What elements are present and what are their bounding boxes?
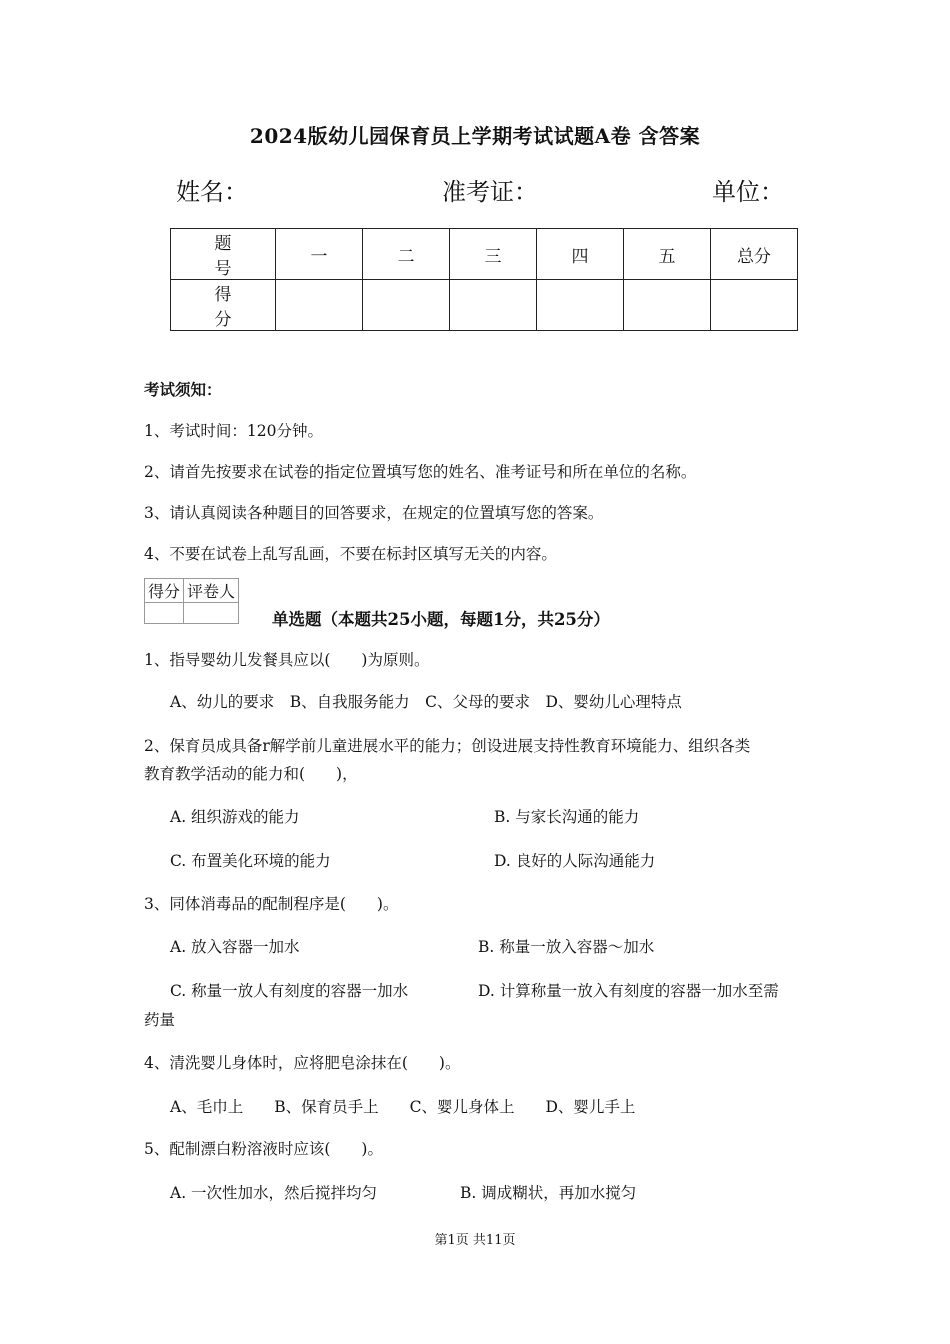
grader-box xyxy=(144,578,239,624)
notice-item: 4、不要在试卷上乱写乱画，不要在标封区填写无关的内容。 xyxy=(144,545,557,563)
question-stem: 5、配制漂白粉溶液时应该( )。 xyxy=(144,1140,383,1158)
score-table xyxy=(170,228,798,331)
score-table-header-cell: 一 xyxy=(276,229,363,280)
option-d: D. 计算称量一放入有刻度的容器一加水至需 xyxy=(478,982,779,1000)
grader-score-cell[interactable] xyxy=(145,603,184,624)
option-d-continuation: 药量 xyxy=(144,1011,176,1029)
option-a: A. 一次性加水，然后搅拌均匀 xyxy=(170,1184,378,1202)
option-c: C. 称量一放人有刻度的容器一加水 xyxy=(170,982,409,1000)
option-a: A. 放入容器一加水 xyxy=(170,938,300,956)
score-table-header-cell: 三 xyxy=(450,229,537,280)
option-b: B. 调成糊状，再加水搅匀 xyxy=(460,1184,637,1202)
section-title: 单选题（本题共25小题，每题1分，共25分） xyxy=(272,610,610,629)
grader-name-cell[interactable] xyxy=(184,603,239,624)
grader-name-label: 评卷人 xyxy=(184,579,239,603)
score-input-cell[interactable] xyxy=(537,280,624,331)
option-b: B. 与家长沟通的能力 xyxy=(494,808,640,826)
score-input-cell[interactable] xyxy=(624,280,711,331)
score-input-cell[interactable] xyxy=(276,280,363,331)
question-stem: 教育教学活动的能力和( )， xyxy=(144,765,358,783)
question-stem: 2、保育员成具备r解学前儿童进展水平的能力；创设进展支持性教育环境能力、组织各类 xyxy=(144,737,751,755)
option-c: C. 布置美化环境的能力 xyxy=(170,852,331,870)
unit-field-label: 单位： xyxy=(712,178,784,206)
score-table-header-cell: 五 xyxy=(624,229,711,280)
notice-item: 2、请首先按要求在试卷的指定位置填写您的姓名、准考证号和所在单位的名称。 xyxy=(144,463,697,481)
question-stem: 1、指导婴幼儿发餐具应以( )为原则。 xyxy=(144,651,430,669)
name-field-label: 姓名： xyxy=(176,178,248,206)
grader-score-label: 得分 xyxy=(145,579,184,603)
score-table-header-cell: 题 号 xyxy=(171,229,276,280)
score-row-label: 得 分 xyxy=(171,280,276,331)
option-a: A. 组织游戏的能力 xyxy=(170,808,300,826)
question-stem: 3、同体消毒品的配制程序是( )。 xyxy=(144,895,399,913)
exam-id-field-label: 准考证： xyxy=(442,178,538,206)
score-table-header-cell: 总分 xyxy=(711,229,798,280)
score-input-cell[interactable] xyxy=(450,280,537,331)
notice-item: 3、请认真阅读各种题目的回答要求，在规定的位置填写您的答案。 xyxy=(144,504,604,522)
notice-heading: 考试须知： xyxy=(144,380,222,399)
notice-item: 1、考试时间：120分钟。 xyxy=(144,422,323,440)
score-input-cell[interactable] xyxy=(711,280,798,331)
score-table-header-cell: 四 xyxy=(537,229,624,280)
score-table-header-row xyxy=(171,229,798,280)
option-d: D. 良好的人际沟通能力 xyxy=(494,852,656,870)
question-options: A、毛巾上 B、保育员手上 C、婴儿身体上 D、婴儿手上 xyxy=(170,1098,636,1116)
score-table-score-row xyxy=(171,280,798,331)
question-options: A、幼儿的要求 B、自我服务能力 C、父母的要求 D、婴幼儿心理特点 xyxy=(170,693,682,711)
score-table-header-cell: 二 xyxy=(363,229,450,280)
page-footer: 第1页 共11页 xyxy=(434,1233,516,1248)
option-b: B. 称量一放入容器～加水 xyxy=(478,938,655,956)
score-input-cell[interactable] xyxy=(363,280,450,331)
page-title: 2024版幼儿园保育员上学期考试试题A卷 含答案 xyxy=(249,124,701,148)
question-stem: 4、清洗婴儿身体时，应将肥皂涂抹在( )。 xyxy=(144,1054,461,1072)
